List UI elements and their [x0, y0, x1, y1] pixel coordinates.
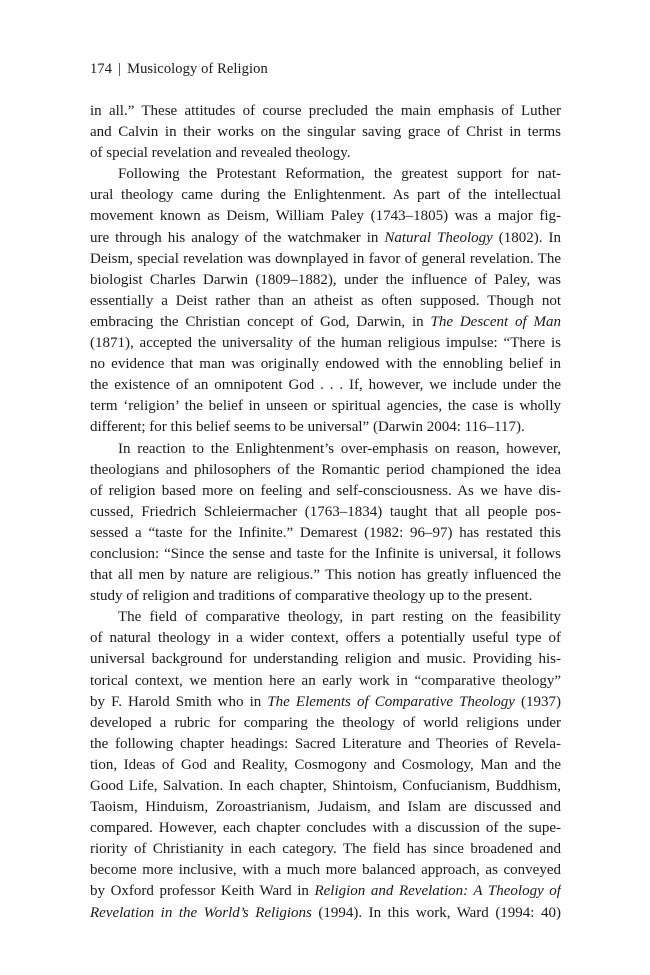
- text-segment: sessed a “taste for the Infinite.” Demarest (1982: 96–97) has restated this: [90, 524, 561, 541]
- text-line: [90, 396, 561, 417]
- text-line: [90, 797, 561, 818]
- text-segment: of special revelation and revealed theology.: [90, 145, 351, 162]
- text-segment: (1994). In this work, Ward (1994: 40): [311, 904, 561, 921]
- text-segment: that all men by nature are religious.” This notion has greatly influenced the: [90, 567, 561, 584]
- text-segment: and Calvin in their works on the singular saving grace of Christ in terms: [90, 124, 561, 141]
- text-segment: essentially a Deist rather than an atheist as often supposed. Though not: [90, 292, 561, 309]
- text-segment: become more inclusive, with a much more balanced approach, as conveyed: [90, 862, 561, 879]
- text-line: [90, 185, 561, 206]
- text-line: [90, 734, 561, 755]
- text-segment: Deism, special revelation was downplayed in favor of general revelation. The: [90, 250, 561, 267]
- running-title: Musicology of Religion: [127, 61, 268, 77]
- text-line: [90, 291, 561, 312]
- text-line: [90, 270, 561, 291]
- text-line: [90, 607, 561, 628]
- text-segment: (1871), accepted the universality of the human religious impulse: “There is: [90, 335, 561, 352]
- text-line: [90, 312, 561, 333]
- text-line: [90, 692, 561, 713]
- text-segment: In reaction to the Enlightenment’s over-emphasis on reason, however,: [118, 440, 561, 457]
- header-separator: |: [118, 61, 122, 77]
- text-segment: biologist Charles Darwin (1809–1882), under the influence of Paley, was: [90, 271, 561, 288]
- text-line: [90, 818, 561, 839]
- text-line: [90, 122, 561, 143]
- text-line: [90, 249, 561, 270]
- text-segment: theologians and philosophers of the Romantic period championed the idea: [90, 461, 561, 478]
- text-segment: riority of Christianity in each category. The field has since broadened and: [90, 841, 561, 858]
- text-line: [90, 439, 561, 460]
- text-line: [90, 839, 561, 860]
- text-segment: torical context, we mention here an early work in “comparative theology”: [90, 672, 561, 689]
- text-segment: ural theology came during the Enlightenment. As part of the intellectual: [90, 187, 561, 204]
- text-line: [90, 565, 561, 586]
- text-line: [90, 903, 561, 924]
- text-segment: Good Life, Salvation. In each chapter, Shintoism, Confucianism, Buddhism,: [90, 778, 561, 794]
- text-segment: conclusion: “Since the sense and taste for the Infinite is universal, it follows: [90, 545, 561, 562]
- text-line: [90, 755, 561, 776]
- text-line: [90, 713, 561, 734]
- text-segment: no evidence that man was originally endowed with the ennobling belief in: [90, 356, 561, 373]
- text-segment: of religion based more on feeling and self-consciousness. As we have dis-: [90, 482, 561, 499]
- text-segment: different; for this belief seems to be universal” (Darwin 2004: 116–117).: [90, 419, 525, 436]
- text-segment: (1937): [514, 693, 561, 710]
- italic-title: The Elements of Comparative Theology: [267, 693, 515, 710]
- text-line: [90, 523, 561, 544]
- text-line: [90, 143, 561, 164]
- italic-title: Religion and Revelation: A Theology of: [314, 883, 561, 900]
- text-line: [90, 333, 561, 354]
- text-segment: ure through his analogy of the watchmaker in: [90, 229, 385, 246]
- running-head: [90, 61, 268, 78]
- text-segment: the existence of an omnipotent God . . . If, however, we include under the: [90, 377, 561, 394]
- text-segment: movement known as Deism, William Paley (1743–1805) was a major fig-: [90, 208, 561, 225]
- text-segment: the following chapter headings: Sacred Literature and Theories of Revela-: [90, 735, 561, 752]
- text-line: [90, 206, 561, 227]
- page-number: 174: [90, 61, 113, 77]
- text-line: [90, 544, 561, 565]
- text-line: [90, 502, 561, 523]
- text-segment: by F. Harold Smith who in: [90, 693, 268, 710]
- text-segment: compared. However, each chapter concludes with a discussion of the supe-: [90, 820, 561, 837]
- text-line: [90, 776, 561, 797]
- italic-title: Revelation in the World’s Religions: [90, 904, 312, 921]
- text-segment: study of religion and traditions of comparative theology up to the present.: [90, 588, 533, 605]
- text-segment: The field of comparative theology, in part resting on the feasibility: [118, 609, 561, 626]
- text-line: [90, 481, 561, 502]
- text-segment: Taoism, Hinduism, Zoroastrianism, Judaism, and Islam are discussed and: [90, 799, 561, 816]
- text-line: [90, 586, 561, 607]
- text-line: [90, 628, 561, 649]
- text-segment: embracing the Christian concept of God, Darwin, in: [90, 313, 431, 330]
- italic-title: The Descent of Man: [430, 313, 561, 330]
- text-segment: Following the Protestant Reformation, the greatest support for nat-: [118, 166, 561, 183]
- italic-title: Natural Theology: [384, 229, 493, 246]
- text-line: [90, 228, 561, 249]
- text-line: [90, 101, 561, 122]
- text-line: [90, 649, 561, 670]
- text-segment: developed a rubric for comparing the theology of world religions under: [90, 714, 561, 731]
- text-segment: (1802). In: [492, 229, 561, 246]
- text-segment: in all.” These attitudes of course precluded the main emphasis of Luther: [90, 103, 561, 119]
- text-segment: cussed, Friedrich Schleiermacher (1763–1834) taught that all people pos-: [90, 503, 561, 520]
- text-line: [90, 881, 561, 902]
- text-segment: of natural theology in a wider context, offers a potentially useful type of: [90, 630, 561, 647]
- text-line: [90, 460, 561, 481]
- text-line: [90, 860, 561, 881]
- text-line: [90, 164, 561, 185]
- text-segment: universal background for understanding religion and music. Providing his-: [90, 651, 561, 668]
- text-segment: term ‘religion’ the belief in unseen or spiritual agencies, the case is wholly: [90, 398, 561, 415]
- text-line: [90, 354, 561, 375]
- text-line: [90, 417, 561, 438]
- text-segment: by Oxford professor Keith Ward in: [90, 883, 315, 900]
- body-text: [90, 101, 561, 924]
- text-line: [90, 375, 561, 396]
- text-line: [90, 671, 561, 692]
- text-segment: tion, Ideas of God and Reality, Cosmogony and Cosmology, Man and the: [90, 756, 561, 773]
